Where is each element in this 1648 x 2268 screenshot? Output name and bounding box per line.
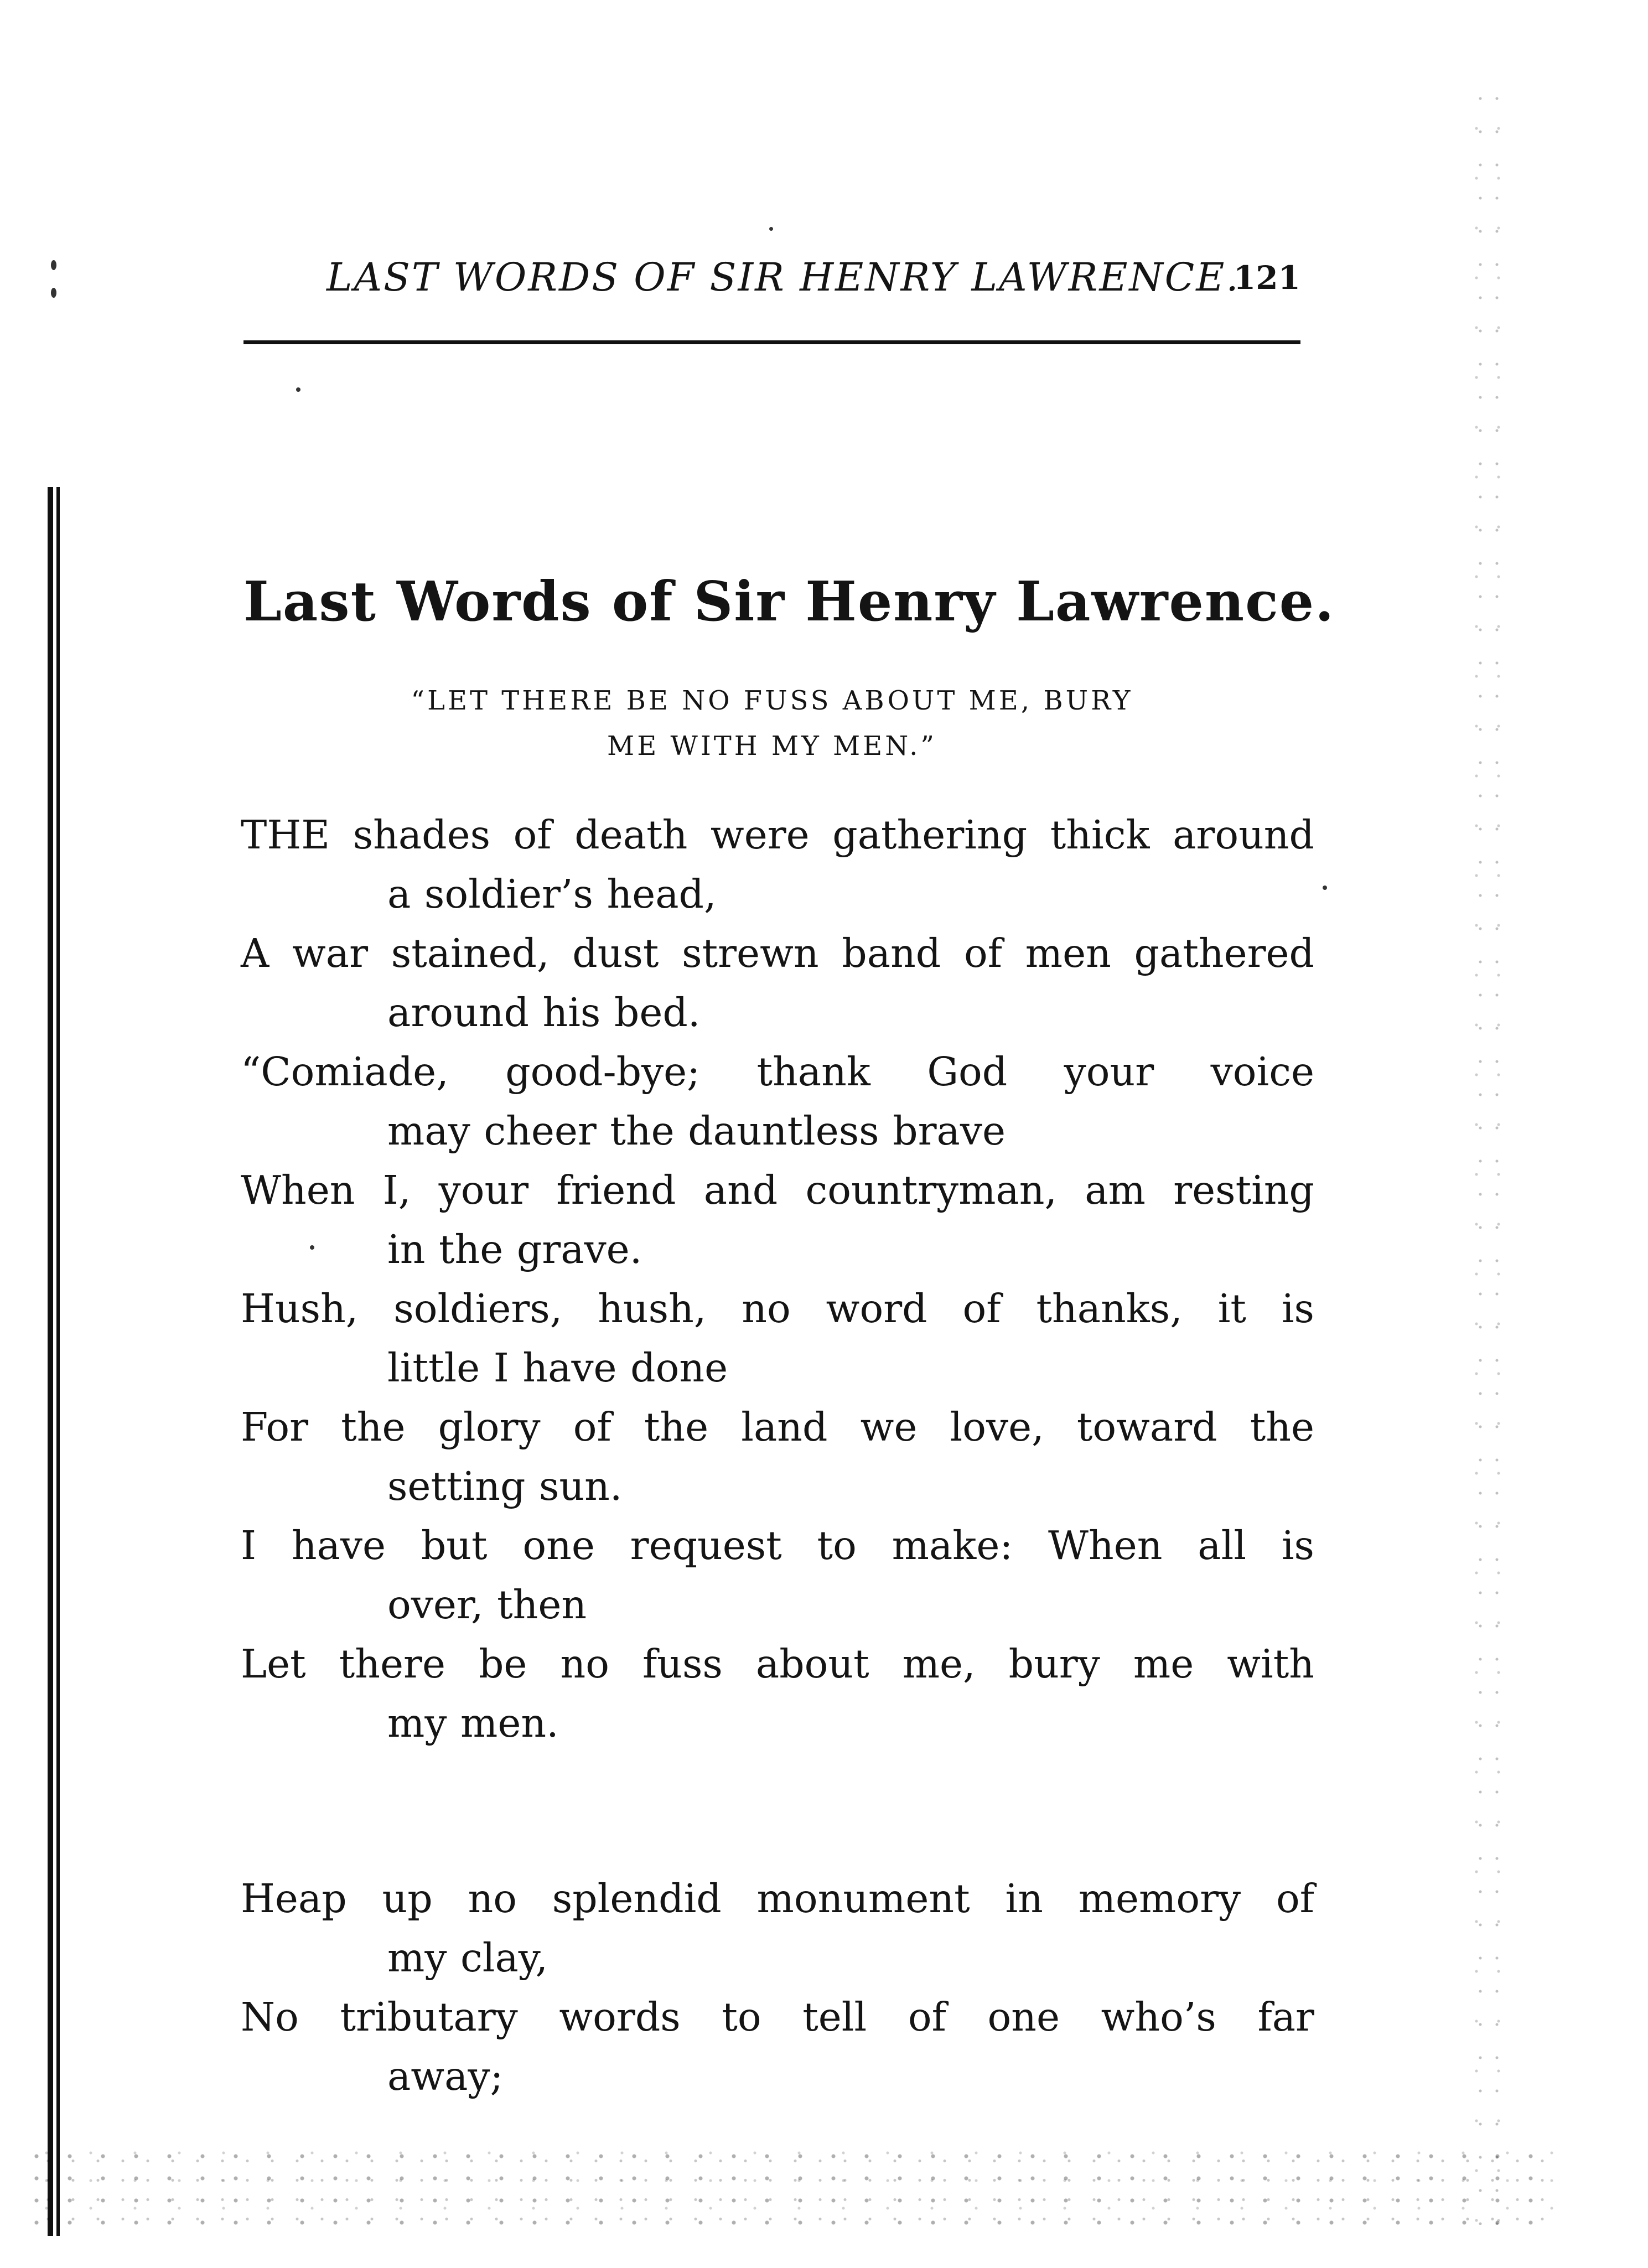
epigraph-line: ME WITH MY MEN.” [607,731,937,762]
poem-title: Last Words of Sir Henry Lawrence. [243,570,1335,634]
epigraph [243,678,1300,769]
running-header [243,244,1300,310]
poem-line: I have but one request to make: When all is [241,1523,1314,1568]
poem-body [241,805,1314,2106]
page-number: 121 [1233,259,1300,297]
poem-line-continuation: around his bed. [387,990,701,1035]
stanza [241,805,1314,1753]
print-speck [51,260,56,270]
poem-line-continuation: little I have done [387,1345,728,1391]
poem-line: “Comiade, good-bye; thank God your voice [241,1049,1314,1095]
poem-line: A war stained, dust strewn band of men gathered [241,930,1314,976]
binding-rule-outer [48,487,53,2236]
poem-line: No tributary words to tell of one who’s far [241,1994,1314,2040]
poem-line: THE shades of death were gathering thick around [241,812,1314,858]
print-speck [1323,886,1327,890]
print-noise-right [1472,89,1511,2225]
poem-line-continuation: may cheer the dauntless brave [387,1108,1006,1154]
print-speck [51,288,56,298]
poem-line: Let there be no fuss about me, bury me with [241,1641,1314,1687]
poem-line-continuation: my clay, [387,1935,548,1981]
poem-line: Heap up no splendid monument in memory of [241,1876,1314,1922]
header-rule [243,340,1300,344]
poem-line-continuation: setting sun. [387,1463,623,1509]
print-speck [296,387,300,392]
poem-line-continuation: over, then [387,1582,587,1628]
poem-line: When I, your friend and countryman, am resting [241,1167,1314,1213]
print-speck [769,227,773,231]
poem-line: For the glory of the land we love, toward the [241,1404,1314,1450]
poem-line-continuation: a soldier’s head, [387,871,717,917]
poem-line-continuation: my men. [387,1700,559,1746]
poem-line-continuation: in the grave. [387,1226,642,1272]
poem-line: Hush, soldiers, hush, no word of thanks, it is [241,1286,1314,1332]
binding-rule-inner [56,487,60,2236]
print-noise-bottom [33,2147,1561,2230]
stanza-gap [241,1753,1314,1869]
running-title: LAST WORDS OF SIR HENRY LAWRENCE. [327,255,1240,300]
poem-line-continuation: away; [387,2053,504,2099]
epigraph-line: “LET THERE BE NO FUSS ABOUT ME, BURY [411,685,1133,716]
stanza [241,1869,1314,2106]
